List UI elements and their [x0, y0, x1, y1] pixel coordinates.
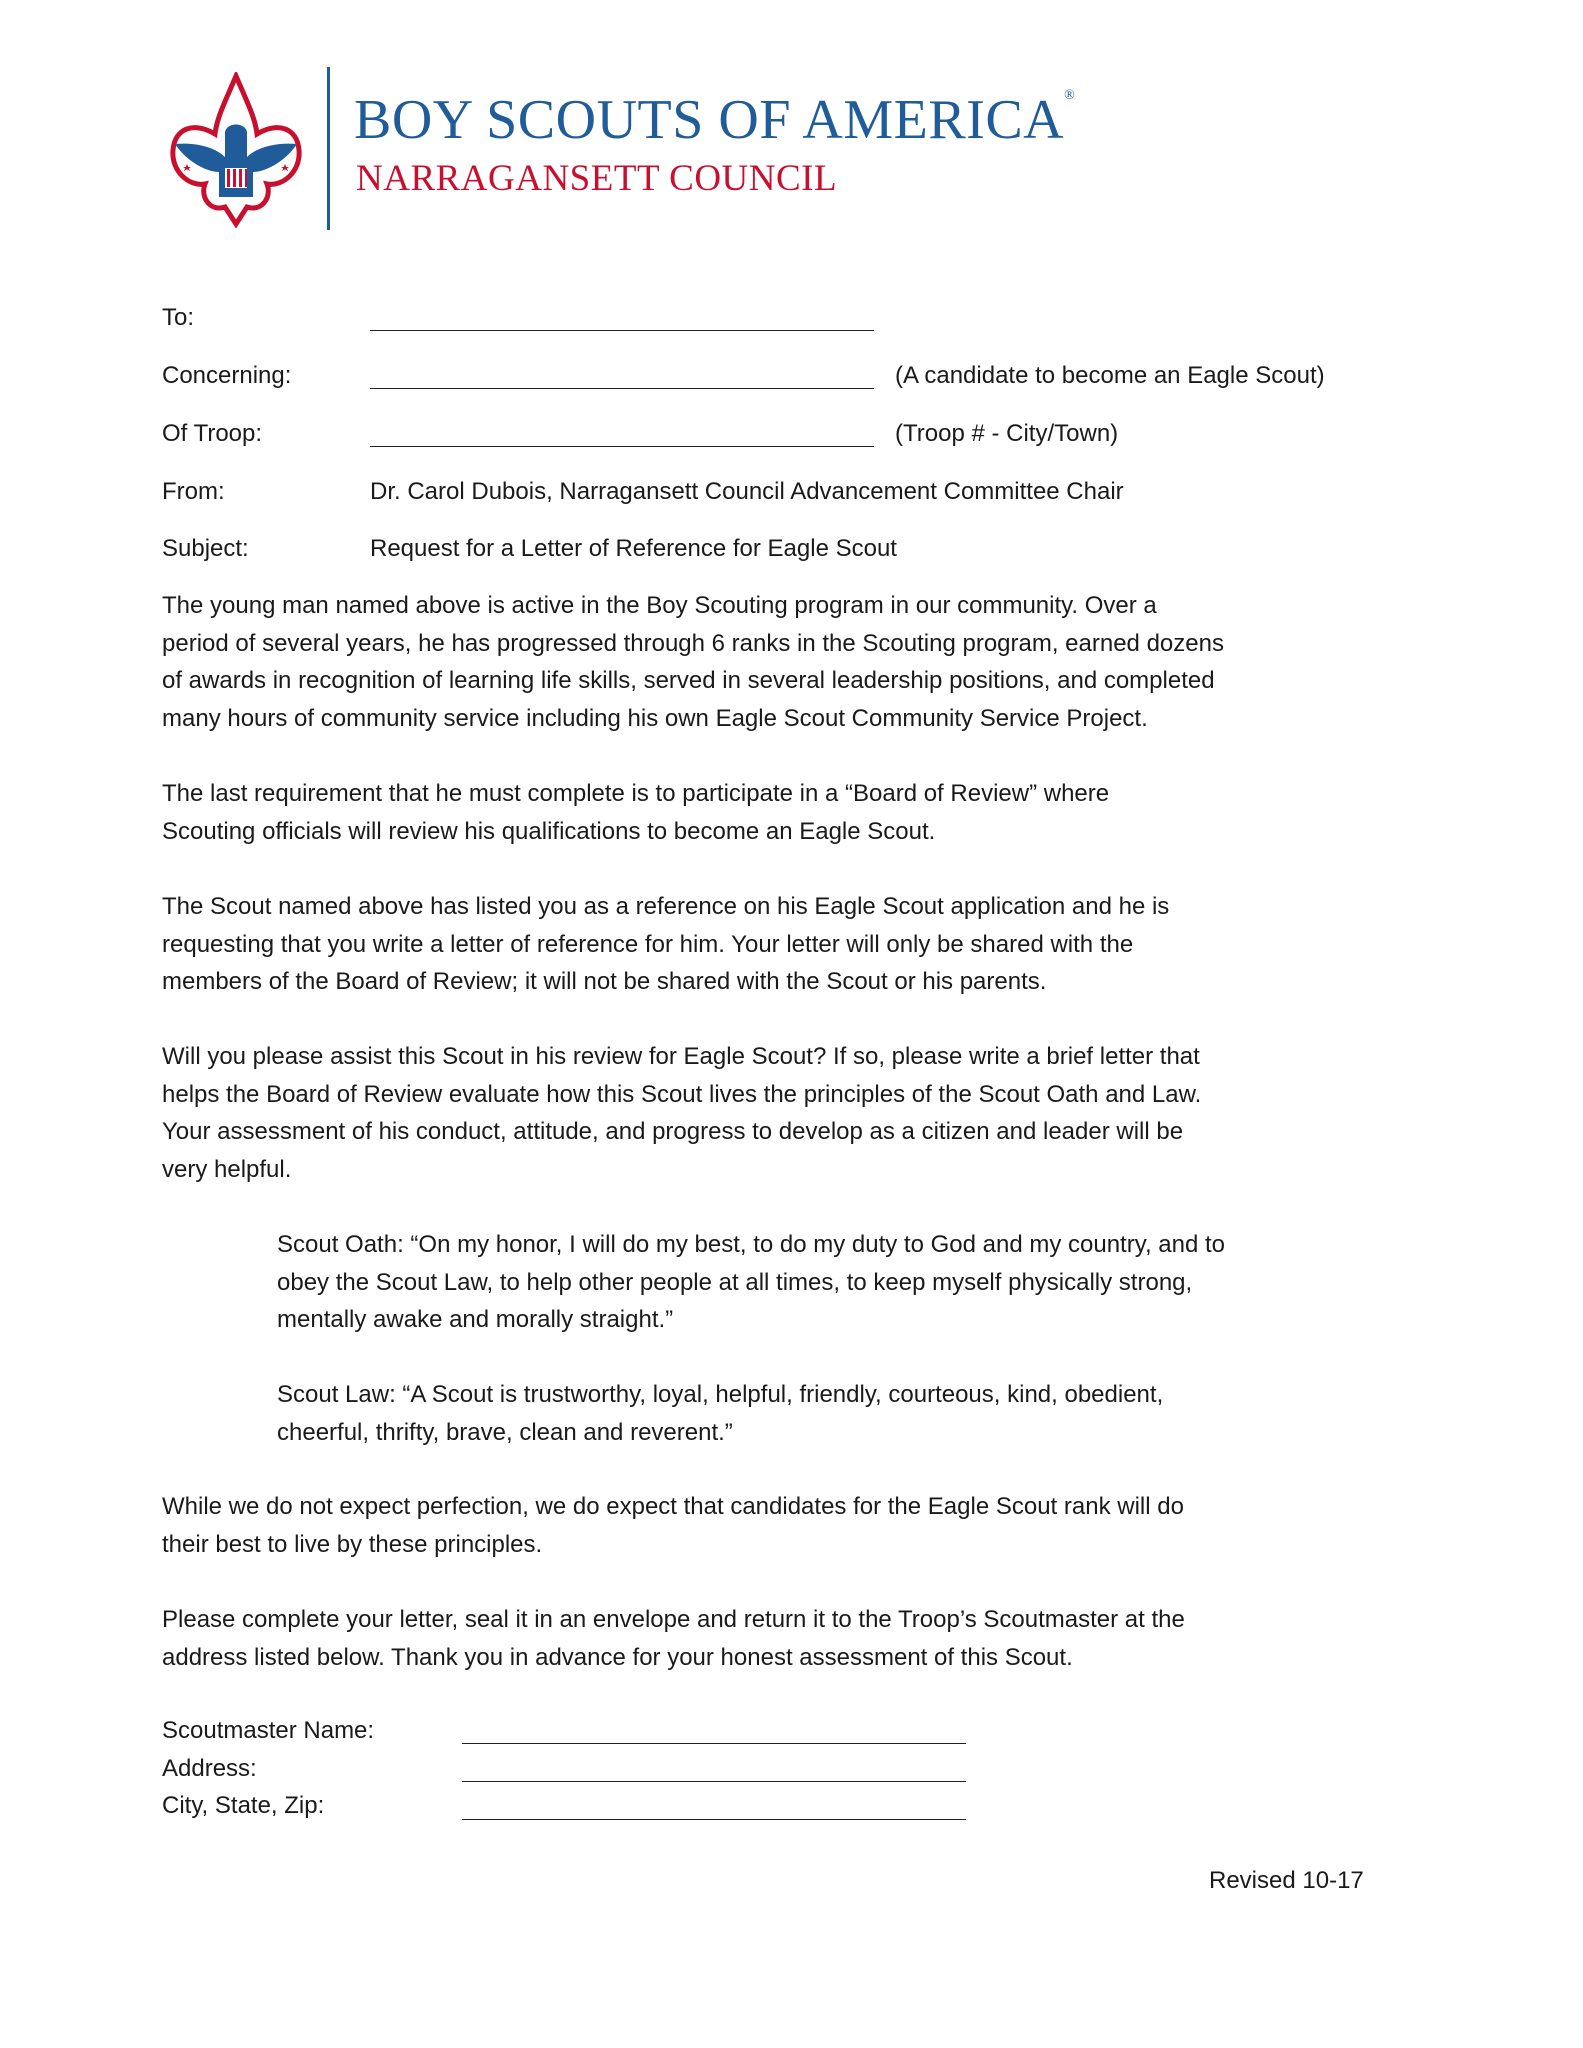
council-name: NARRAGANSETT COUNCIL — [356, 158, 838, 199]
troop-label: Of Troop: — [162, 420, 263, 447]
scout-law — [277, 1376, 1163, 1451]
paragraph-reference — [162, 888, 1169, 1001]
text-line: their best to live by these principles. — [162, 1530, 543, 1558]
scoutmaster-name-field[interactable] — [462, 1743, 966, 1744]
text-line: obey the Scout Law, to help other people at all times, to keep myself physically strong, — [277, 1268, 1193, 1296]
paragraph-expectation — [162, 1488, 1184, 1563]
text-line: Scout Law: “A Scout is trustworthy, loyal, helpful, friendly, courteous, kind, obedient, — [277, 1381, 1164, 1408]
paragraph-requirement — [162, 775, 1109, 850]
paragraph-intro — [162, 587, 1224, 737]
scout-oath — [277, 1226, 1225, 1339]
text-line: Your assessment of his conduct, attitude, and progress to develop as a citizen and leader will be — [162, 1118, 1184, 1145]
bsa-logo-icon — [165, 72, 307, 228]
address-field[interactable] — [462, 1781, 966, 1782]
text-line: The last requirement that he must complete is to participate in a “Board of Review” where — [162, 780, 1110, 807]
org-name: BOY SCOUTS OF AMERICA® — [354, 88, 1076, 151]
address-label: Address: — [162, 1755, 257, 1782]
logo-divider — [327, 67, 330, 230]
from-value: Dr. Carol Dubois, Narragansett Council Advancement Committee Chair — [370, 478, 1124, 505]
text-line: members of the Board of Review; it will not be shared with the Scout or his parents. — [162, 968, 1047, 995]
text-line: Scouting officials will review his qualifications to become an Eagle Scout. — [162, 817, 936, 845]
text-line: The Scout named above has listed you as a reference on his Eagle Scout application and he is — [162, 893, 1170, 920]
from-label: From: — [162, 478, 225, 505]
text-line: Will you please assist this Scout in his review for Eagle Scout? If so, please write a brief letter that — [162, 1043, 1200, 1070]
to-field[interactable] — [370, 330, 874, 331]
troop-field[interactable] — [370, 446, 874, 447]
concerning-field[interactable] — [370, 388, 874, 389]
concerning-note: (A candidate to become an Eagle Scout) — [895, 362, 1325, 389]
city-state-zip-field[interactable] — [462, 1819, 966, 1820]
concerning-label: Concerning: — [162, 362, 292, 389]
text-line: helps the Board of Review evaluate how this Scout lives the principles of the Scout Oath and Law. — [162, 1080, 1202, 1108]
text-line: of awards in recognition of learning life skills, served in several leadership positions, and completed — [162, 667, 1215, 694]
text-line: very helpful. — [162, 1155, 292, 1183]
paragraph-instructions — [162, 1601, 1185, 1676]
to-label: To: — [162, 304, 195, 331]
text-line: many hours of community service including his own Eagle Scout Community Service Project. — [162, 704, 1148, 732]
text-line: mentally awake and morally straight.” — [277, 1306, 674, 1333]
subject-value: Request for a Letter of Reference for Eagle Scout — [370, 535, 897, 562]
text-line: address listed below. Thank you in advance for your honest assessment of this Scout. — [162, 1643, 1073, 1671]
text-line: cheerful, thrifty, brave, clean and reverent.” — [277, 1418, 733, 1446]
text-line: Scout Oath: “On my honor, I will do my best, to do my duty to God and my country, and to — [277, 1231, 1225, 1258]
subject-label: Subject: — [162, 535, 249, 562]
text-line: requesting that you write a letter of reference for him. Your letter will only be shared with the — [162, 930, 1134, 958]
city-state-zip-label: City, State, Zip: — [162, 1792, 325, 1819]
text-line: period of several years, he has progressed through 6 ranks in the Scouting program, earned dozens — [162, 629, 1224, 657]
troop-note: (Troop # - City/Town) — [895, 420, 1119, 447]
scoutmaster-name-label: Scoutmaster Name: — [162, 1717, 375, 1744]
text-line: Please complete your letter, seal it in an envelope and return it to the Troop’s Scoutmaster at the — [162, 1606, 1185, 1633]
revision-note: Revised 10-17 — [1209, 1867, 1364, 1894]
text-line: The young man named above is active in the Boy Scouting program in our community. Over a — [162, 592, 1157, 619]
text-line: While we do not expect perfection, we do expect that candidates for the Eagle Scout rank will do — [162, 1493, 1184, 1520]
paragraph-request — [162, 1038, 1201, 1188]
